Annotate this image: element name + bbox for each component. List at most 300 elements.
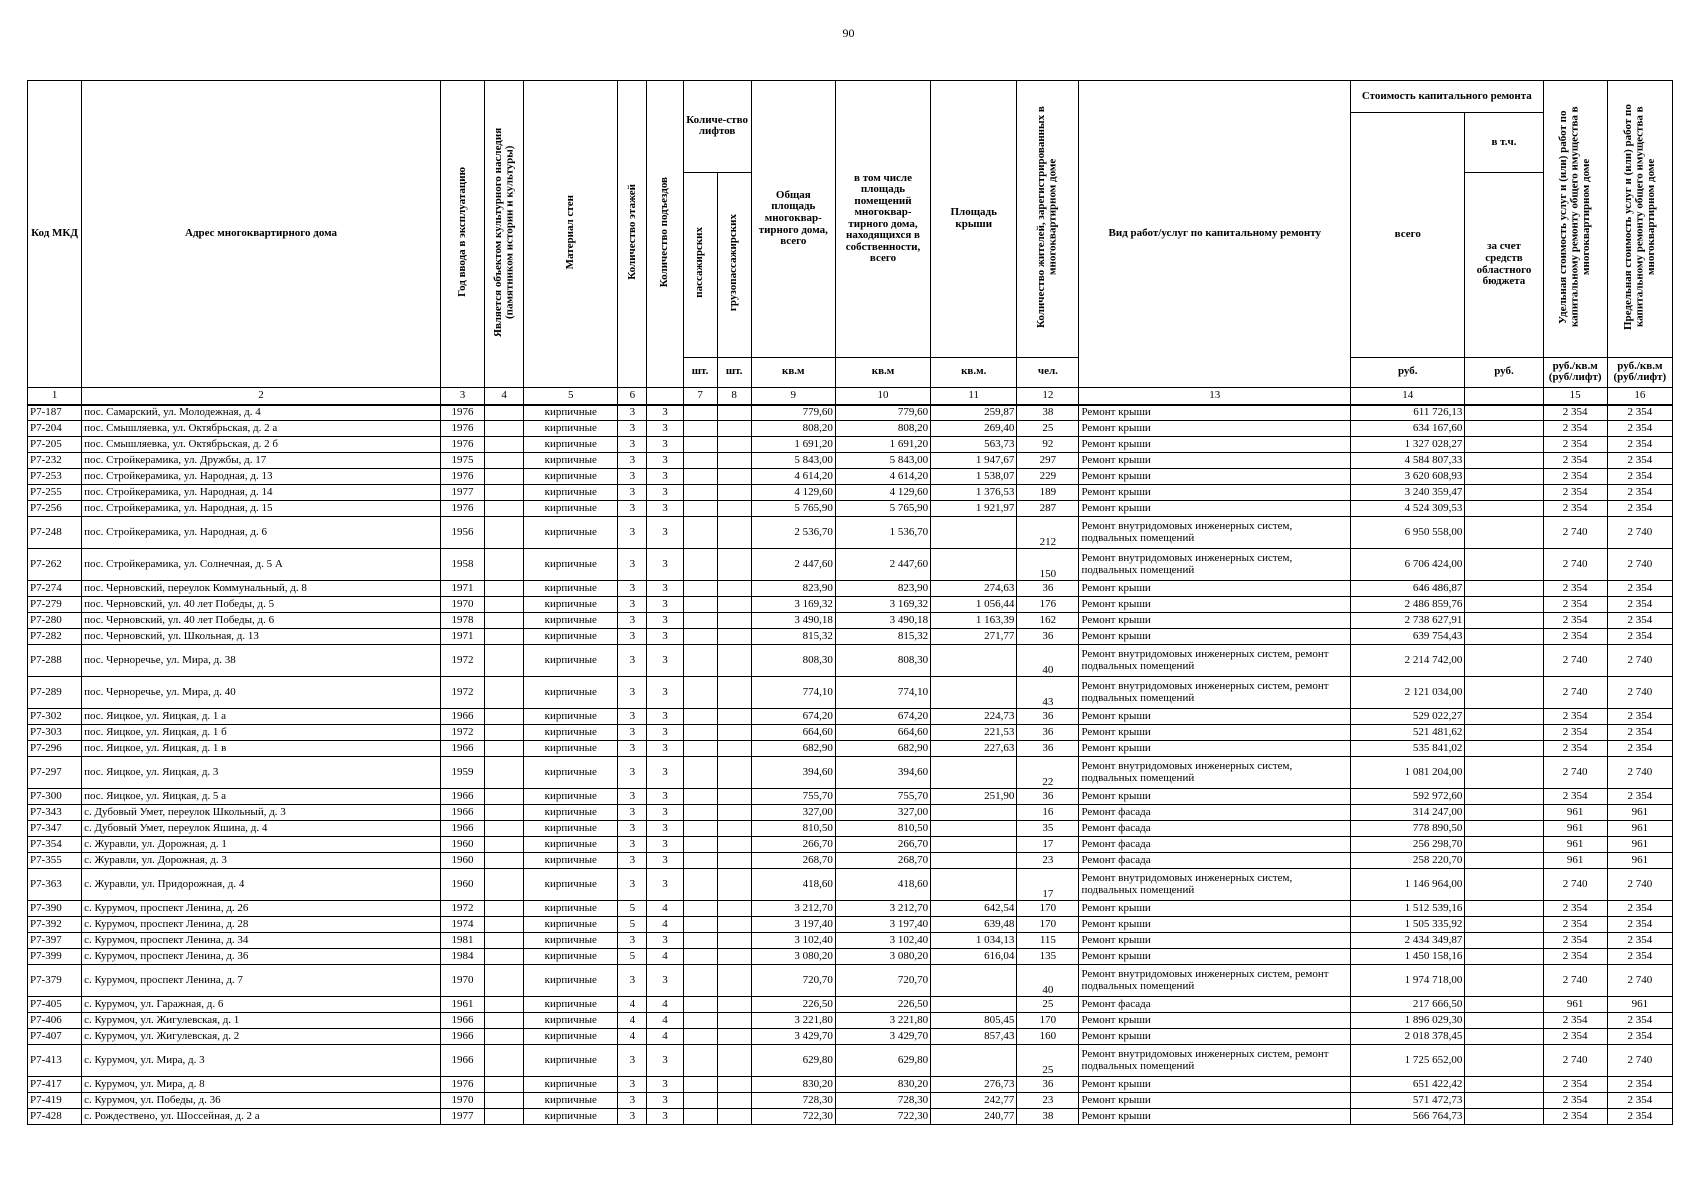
- cell-cost-regional: [1465, 965, 1543, 997]
- cell-max-cost: 2 354: [1607, 405, 1672, 421]
- cell-owned-area: 3 429,70: [835, 1029, 930, 1045]
- cell-lifts-freight: [717, 1093, 751, 1109]
- cell-heritage: [485, 933, 524, 949]
- cell-lifts-pass: [683, 1013, 717, 1029]
- cell-roof-area: 1 056,44: [931, 597, 1017, 613]
- cell-lifts-freight: [717, 517, 751, 549]
- cell-floors: 3: [618, 613, 647, 629]
- cell-floors: 3: [618, 597, 647, 613]
- column-number: 5: [524, 387, 618, 405]
- cell-lifts-pass: [683, 757, 717, 789]
- cell-walls: кирпичные: [524, 853, 618, 869]
- cell-heritage: [485, 949, 524, 965]
- cell-cost-total: 639 754,43: [1351, 629, 1465, 645]
- cell-lifts-freight: [717, 613, 751, 629]
- cell-specific-cost: 2 354: [1543, 613, 1607, 629]
- cell-work-type: Ремонт крыши: [1079, 901, 1351, 917]
- cell-entrances: 4: [647, 997, 683, 1013]
- header-lifts-freight: грузопассажирских: [717, 172, 751, 357]
- table-body: [28, 405, 1673, 1125]
- cell-code: Р7-300: [28, 789, 82, 805]
- cell-entrances: 3: [647, 677, 683, 709]
- table-row: [28, 501, 1673, 517]
- cell-heritage: [485, 1029, 524, 1045]
- cell-specific-cost: 2 740: [1543, 645, 1607, 677]
- cell-floors: 3: [618, 421, 647, 437]
- cell-roof-area: [931, 677, 1017, 709]
- cell-entrances: 3: [647, 629, 683, 645]
- cell-work-type: Ремонт внутридомовых инженерных систем, подвальных помещений: [1079, 549, 1351, 581]
- cell-max-cost: 2 354: [1607, 613, 1672, 629]
- cell-cost-total: 611 726,13: [1351, 405, 1465, 421]
- cell-cost-regional: [1465, 1029, 1543, 1045]
- cell-owned-area: 674,20: [835, 709, 930, 725]
- cell-floors: 3: [618, 757, 647, 789]
- cell-lifts-pass: [683, 901, 717, 917]
- cell-lifts-pass: [683, 629, 717, 645]
- cell-floors: 3: [618, 725, 647, 741]
- table-row: [28, 949, 1673, 965]
- cell-cost-regional: [1465, 437, 1543, 453]
- cell-address: с. Курумоч, проспект Ленина, д. 7: [82, 965, 441, 997]
- cell-address: с. Журавли, ул. Дорожная, д. 1: [82, 837, 441, 853]
- cell-code: Р7-363: [28, 869, 82, 901]
- cell-heritage: [485, 965, 524, 997]
- unit-total-area: кв.м: [751, 357, 835, 387]
- column-number: 9: [751, 387, 835, 405]
- cell-roof-area: 269,40: [931, 421, 1017, 437]
- cell-heritage: [485, 1013, 524, 1029]
- cell-cost-regional: [1465, 405, 1543, 421]
- cell-address: с. Курумоч, ул. Жигулевская, д. 1: [82, 1013, 441, 1029]
- cell-heritage: [485, 1045, 524, 1077]
- cell-entrances: 3: [647, 965, 683, 997]
- cell-entrances: 4: [647, 901, 683, 917]
- cell-owned-area: 3 102,40: [835, 933, 930, 949]
- cell-roof-area: 1 921,97: [931, 501, 1017, 517]
- cell-specific-cost: 2 740: [1543, 869, 1607, 901]
- cell-lifts-freight: [717, 421, 751, 437]
- cell-work-type: Ремонт фасада: [1079, 821, 1351, 837]
- cell-floors: 3: [618, 965, 647, 997]
- cell-heritage: [485, 421, 524, 437]
- cell-heritage: [485, 1077, 524, 1093]
- cell-cost-regional: [1465, 805, 1543, 821]
- cell-code: Р7-187: [28, 405, 82, 421]
- cell-walls: кирпичные: [524, 741, 618, 757]
- cell-year: 1966: [440, 821, 484, 837]
- cell-specific-cost: 2 354: [1543, 581, 1607, 597]
- cell-total-area: 394,60: [751, 757, 835, 789]
- column-number: 12: [1017, 387, 1079, 405]
- cell-code: Р7-274: [28, 581, 82, 597]
- cell-code: Р7-413: [28, 1045, 82, 1077]
- header-cost-total: всего: [1351, 113, 1465, 358]
- cell-floors: 3: [618, 549, 647, 581]
- cell-roof-area: 276,73: [931, 1077, 1017, 1093]
- cell-entrances: 3: [647, 421, 683, 437]
- cell-total-area: 629,80: [751, 1045, 835, 1077]
- cell-heritage: [485, 597, 524, 613]
- cell-code: Р7-288: [28, 645, 82, 677]
- cell-specific-cost: 2 354: [1543, 437, 1607, 453]
- cell-lifts-pass: [683, 837, 717, 853]
- table-row: [28, 629, 1673, 645]
- cell-residents: 25: [1017, 1045, 1079, 1077]
- cell-year: 1977: [440, 485, 484, 501]
- cell-year: 1976: [440, 469, 484, 485]
- cell-roof-area: [931, 1045, 1017, 1077]
- cell-heritage: [485, 901, 524, 917]
- header-code: Код МКД: [28, 81, 82, 388]
- table-row: [28, 469, 1673, 485]
- cell-owned-area: 3 169,32: [835, 597, 930, 613]
- unit-residents: чел.: [1017, 357, 1079, 387]
- cell-max-cost: 2 740: [1607, 549, 1672, 581]
- cell-lifts-pass: [683, 949, 717, 965]
- cell-max-cost: 2 740: [1607, 965, 1672, 997]
- cell-lifts-pass: [683, 453, 717, 469]
- cell-walls: кирпичные: [524, 821, 618, 837]
- cell-lifts-freight: [717, 1013, 751, 1029]
- cell-max-cost: 2 354: [1607, 917, 1672, 933]
- cell-cost-regional: [1465, 501, 1543, 517]
- cell-specific-cost: 2 354: [1543, 1029, 1607, 1045]
- cell-year: 1972: [440, 645, 484, 677]
- cell-heritage: [485, 853, 524, 869]
- cell-walls: кирпичные: [524, 757, 618, 789]
- table-row: [28, 869, 1673, 901]
- cell-walls: кирпичные: [524, 517, 618, 549]
- cell-year: 1970: [440, 965, 484, 997]
- cell-residents: 36: [1017, 789, 1079, 805]
- cell-owned-area: 394,60: [835, 757, 930, 789]
- cell-owned-area: 728,30: [835, 1093, 930, 1109]
- cell-entrances: 3: [647, 837, 683, 853]
- cell-address: с. Журавли, ул. Дорожная, д. 3: [82, 853, 441, 869]
- cell-floors: 3: [618, 645, 647, 677]
- cell-roof-area: [931, 517, 1017, 549]
- cell-work-type: Ремонт крыши: [1079, 741, 1351, 757]
- cell-owned-area: 720,70: [835, 965, 930, 997]
- cell-year: 1960: [440, 837, 484, 853]
- cell-floors: 3: [618, 789, 647, 805]
- cell-lifts-freight: [717, 629, 751, 645]
- cell-residents: 189: [1017, 485, 1079, 501]
- cell-specific-cost: 2 354: [1543, 485, 1607, 501]
- cell-heritage: [485, 501, 524, 517]
- cell-floors: 3: [618, 501, 647, 517]
- cell-lifts-pass: [683, 677, 717, 709]
- cell-residents: 35: [1017, 821, 1079, 837]
- cell-total-area: 3 080,20: [751, 949, 835, 965]
- cell-cost-total: 1 450 158,16: [1351, 949, 1465, 965]
- cell-total-area: 418,60: [751, 869, 835, 901]
- cell-cost-total: 3 240 359,47: [1351, 485, 1465, 501]
- cell-heritage: [485, 821, 524, 837]
- cell-work-type: Ремонт крыши: [1079, 709, 1351, 725]
- cell-cost-regional: [1465, 1077, 1543, 1093]
- cell-floors: 3: [618, 1045, 647, 1077]
- cell-address: пос. Яицкое, ул. Яицкая, д. 1 б: [82, 725, 441, 741]
- cell-cost-regional: [1465, 597, 1543, 613]
- cell-roof-area: 805,45: [931, 1013, 1017, 1029]
- cell-work-type: Ремонт крыши: [1079, 469, 1351, 485]
- cell-lifts-pass: [683, 869, 717, 901]
- cell-year: 1960: [440, 869, 484, 901]
- cell-address: с. Курумоч, ул. Гаражная, д. 6: [82, 997, 441, 1013]
- header-owned-area: в том числе площадь помещений многоквар-тирного дома, находящихся в собственности, всего: [835, 81, 930, 358]
- cell-lifts-freight: [717, 485, 751, 501]
- cell-floors: 3: [618, 1093, 647, 1109]
- cell-owned-area: 5 843,00: [835, 453, 930, 469]
- cell-work-type: Ремонт крыши: [1079, 1013, 1351, 1029]
- cell-cost-regional: [1465, 949, 1543, 965]
- cell-entrances: 3: [647, 805, 683, 821]
- cell-total-area: 808,30: [751, 645, 835, 677]
- cell-max-cost: 2 354: [1607, 709, 1672, 725]
- cell-work-type: Ремонт крыши: [1079, 1029, 1351, 1045]
- cell-floors: 3: [618, 485, 647, 501]
- cell-work-type: Ремонт крыши: [1079, 789, 1351, 805]
- cell-lifts-freight: [717, 597, 751, 613]
- cell-address: пос. Черновский, ул. 40 лет Победы, д. 6: [82, 613, 441, 629]
- table-row: [28, 645, 1673, 677]
- cell-floors: 3: [618, 837, 647, 853]
- cell-residents: 170: [1017, 1013, 1079, 1029]
- column-number: 2: [82, 387, 441, 405]
- cell-walls: кирпичные: [524, 437, 618, 453]
- cell-total-area: 779,60: [751, 405, 835, 421]
- header-cost-incl: в т.ч.: [1465, 113, 1543, 173]
- unit-roof-area: кв.м.: [931, 357, 1017, 387]
- cell-max-cost: 961: [1607, 837, 1672, 853]
- cell-lifts-pass: [683, 421, 717, 437]
- cell-lifts-pass: [683, 1045, 717, 1077]
- cell-code: Р7-390: [28, 901, 82, 917]
- cell-total-area: 3 429,70: [751, 1029, 835, 1045]
- cell-address: с. Дубовый Умет, переулок Яшина, д. 4: [82, 821, 441, 837]
- cell-total-area: 728,30: [751, 1093, 835, 1109]
- cell-total-area: 3 102,40: [751, 933, 835, 949]
- cell-total-area: 1 691,20: [751, 437, 835, 453]
- cell-entrances: 4: [647, 949, 683, 965]
- cell-specific-cost: 2 740: [1543, 549, 1607, 581]
- cell-total-area: 722,30: [751, 1109, 835, 1125]
- cell-total-area: 810,50: [751, 821, 835, 837]
- cell-owned-area: 2 447,60: [835, 549, 930, 581]
- cell-walls: кирпичные: [524, 1109, 618, 1125]
- cell-entrances: 3: [647, 869, 683, 901]
- cell-total-area: 720,70: [751, 965, 835, 997]
- cell-heritage: [485, 629, 524, 645]
- header-work-type: Вид работ/услуг по капитальному ремонту: [1079, 81, 1351, 388]
- cell-code: Р7-355: [28, 853, 82, 869]
- cell-year: 1976: [440, 501, 484, 517]
- cell-lifts-freight: [717, 501, 751, 517]
- cell-heritage: [485, 741, 524, 757]
- cell-specific-cost: 2 354: [1543, 1077, 1607, 1093]
- cell-max-cost: 2 354: [1607, 789, 1672, 805]
- cell-specific-cost: 2 354: [1543, 1013, 1607, 1029]
- cell-lifts-freight: [717, 709, 751, 725]
- cell-address: пос. Черноречье, ул. Мира, д. 40: [82, 677, 441, 709]
- cell-lifts-freight: [717, 469, 751, 485]
- cell-specific-cost: 961: [1543, 821, 1607, 837]
- table-row: [28, 997, 1673, 1013]
- cell-roof-area: 240,77: [931, 1109, 1017, 1125]
- cell-cost-total: 1 725 652,00: [1351, 1045, 1465, 1077]
- cell-max-cost: 2 354: [1607, 469, 1672, 485]
- cell-cost-regional: [1465, 869, 1543, 901]
- cell-code: Р7-397: [28, 933, 82, 949]
- cell-total-area: 4 129,60: [751, 485, 835, 501]
- unit-specific-cost: руб./кв.м (руб/лифт): [1543, 357, 1607, 387]
- cell-specific-cost: 2 354: [1543, 469, 1607, 485]
- cell-cost-total: 778 890,50: [1351, 821, 1465, 837]
- cell-lifts-freight: [717, 1045, 751, 1077]
- cell-cost-total: 1 974 718,00: [1351, 965, 1465, 997]
- cell-entrances: 3: [647, 549, 683, 581]
- header-walls: Материал стен: [524, 81, 618, 388]
- cell-max-cost: 2 354: [1607, 933, 1672, 949]
- cell-roof-area: 271,77: [931, 629, 1017, 645]
- cell-residents: 40: [1017, 965, 1079, 997]
- cell-code: Р7-303: [28, 725, 82, 741]
- cell-specific-cost: 2 740: [1543, 757, 1607, 789]
- cell-code: Р7-256: [28, 501, 82, 517]
- cell-roof-area: 227,63: [931, 741, 1017, 757]
- column-number: 6: [618, 387, 647, 405]
- cell-owned-area: 774,10: [835, 677, 930, 709]
- cell-year: 1976: [440, 437, 484, 453]
- cell-lifts-pass: [683, 917, 717, 933]
- cell-address: пос. Смышляевка, ул. Октябрьская, д. 2 а: [82, 421, 441, 437]
- cell-work-type: Ремонт крыши: [1079, 581, 1351, 597]
- cell-cost-total: 651 422,42: [1351, 1077, 1465, 1093]
- cell-owned-area: 4 614,20: [835, 469, 930, 485]
- cell-walls: кирпичные: [524, 725, 618, 741]
- cell-heritage: [485, 581, 524, 597]
- cell-lifts-pass: [683, 1093, 717, 1109]
- cell-roof-area: [931, 805, 1017, 821]
- table-row: [28, 1077, 1673, 1093]
- cell-heritage: [485, 789, 524, 805]
- cell-specific-cost: 2 354: [1543, 949, 1607, 965]
- table-row: [28, 1029, 1673, 1045]
- table-row: [28, 453, 1673, 469]
- cell-owned-area: 3 221,80: [835, 1013, 930, 1029]
- column-number: 13: [1079, 387, 1351, 405]
- cell-entrances: 3: [647, 741, 683, 757]
- cell-max-cost: 961: [1607, 805, 1672, 821]
- cell-lifts-pass: [683, 485, 717, 501]
- cell-floors: 3: [618, 1109, 647, 1125]
- cell-residents: 25: [1017, 421, 1079, 437]
- cell-work-type: Ремонт крыши: [1079, 1077, 1351, 1093]
- cell-entrances: 3: [647, 709, 683, 725]
- table-row: [28, 421, 1673, 437]
- cell-address: пос. Яицкое, ул. Яицкая, д. 1 в: [82, 741, 441, 757]
- cell-owned-area: 5 765,90: [835, 501, 930, 517]
- cell-residents: 36: [1017, 629, 1079, 645]
- cell-owned-area: 629,80: [835, 1045, 930, 1077]
- cell-walls: кирпичные: [524, 709, 618, 725]
- cell-floors: 3: [618, 709, 647, 725]
- header-year: Год ввода в эксплуатацию: [440, 81, 484, 388]
- capital-repair-table: [27, 80, 1673, 1125]
- cell-lifts-freight: [717, 581, 751, 597]
- cell-lifts-freight: [717, 901, 751, 917]
- cell-residents: 17: [1017, 837, 1079, 853]
- table-row: [28, 709, 1673, 725]
- cell-cost-regional: [1465, 645, 1543, 677]
- cell-heritage: [485, 805, 524, 821]
- cell-residents: 23: [1017, 853, 1079, 869]
- cell-address: с. Курумоч, ул. Победы, д. 36: [82, 1093, 441, 1109]
- cell-max-cost: 2 740: [1607, 677, 1672, 709]
- cell-cost-total: 2 434 349,87: [1351, 933, 1465, 949]
- cell-specific-cost: 961: [1543, 853, 1607, 869]
- cell-code: Р7-232: [28, 453, 82, 469]
- cell-owned-area: 682,90: [835, 741, 930, 757]
- cell-total-area: 327,00: [751, 805, 835, 821]
- cell-cost-regional: [1465, 613, 1543, 629]
- cell-year: 1975: [440, 453, 484, 469]
- cell-specific-cost: 2 354: [1543, 405, 1607, 421]
- cell-floors: 3: [618, 933, 647, 949]
- cell-max-cost: 2 354: [1607, 629, 1672, 645]
- table-row: [28, 549, 1673, 581]
- cell-year: 1972: [440, 901, 484, 917]
- unit-owned-area: кв.м: [835, 357, 930, 387]
- cell-year: 1976: [440, 1077, 484, 1093]
- cell-entrances: 3: [647, 517, 683, 549]
- cell-entrances: 3: [647, 501, 683, 517]
- cell-address: с. Курумоч, ул. Мира, д. 3: [82, 1045, 441, 1077]
- cell-cost-total: 6 706 424,00: [1351, 549, 1465, 581]
- cell-walls: кирпичные: [524, 581, 618, 597]
- cell-address: пос. Стройкерамика, ул. Народная, д. 15: [82, 501, 441, 517]
- cell-floors: 5: [618, 949, 647, 965]
- cell-lifts-pass: [683, 725, 717, 741]
- cell-work-type: Ремонт внутридомовых инженерных систем, подвальных помещений: [1079, 517, 1351, 549]
- cell-year: 1961: [440, 997, 484, 1013]
- cell-floors: 3: [618, 741, 647, 757]
- cell-specific-cost: 2 354: [1543, 901, 1607, 917]
- cell-work-type: Ремонт крыши: [1079, 629, 1351, 645]
- cell-lifts-pass: [683, 549, 717, 581]
- cell-lifts-pass: [683, 789, 717, 805]
- cell-year: 1972: [440, 725, 484, 741]
- cell-specific-cost: 961: [1543, 997, 1607, 1013]
- header-specific-cost: Удельная стоимость услуг и (или) работ по капитальному ремонту общего имущества в многоквартирном доме: [1543, 81, 1607, 358]
- cell-year: 1976: [440, 421, 484, 437]
- cell-roof-area: 259,87: [931, 405, 1017, 421]
- cell-cost-regional: [1465, 517, 1543, 549]
- cell-entrances: 3: [647, 613, 683, 629]
- cell-residents: 150: [1017, 549, 1079, 581]
- cell-code: Р7-262: [28, 549, 82, 581]
- cell-entrances: 3: [647, 469, 683, 485]
- cell-address: с. Рождествено, ул. Шоссейная, д. 2 а: [82, 1109, 441, 1125]
- cell-walls: кирпичные: [524, 837, 618, 853]
- cell-floors: 3: [618, 821, 647, 837]
- cell-owned-area: 810,50: [835, 821, 930, 837]
- cell-code: Р7-302: [28, 709, 82, 725]
- cell-lifts-pass: [683, 437, 717, 453]
- cell-walls: кирпичные: [524, 405, 618, 421]
